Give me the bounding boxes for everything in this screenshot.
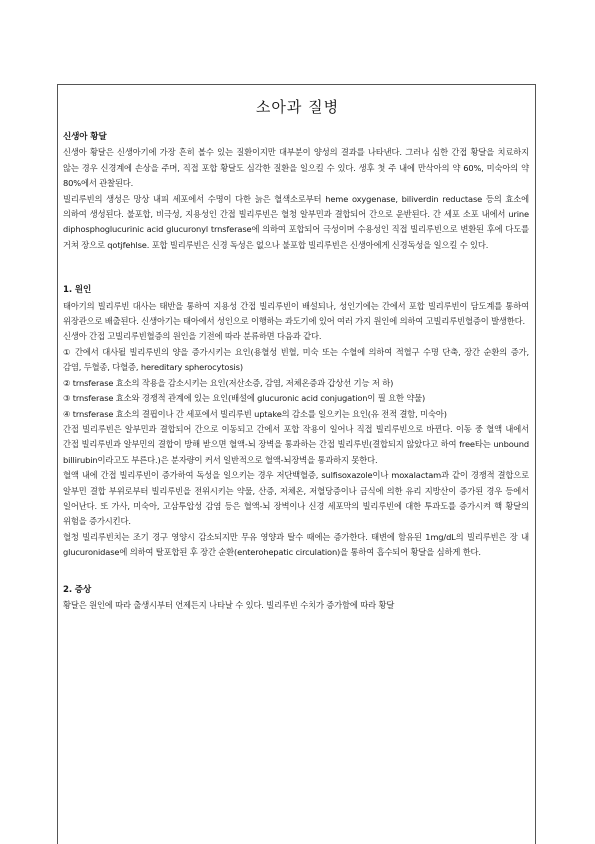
paragraph: 신생아 간접 고빌리루빈혈증의 원인을 기전에 따라 분류하면 다음과 같다.	[63, 331, 322, 342]
paragraph: 황달은 원인에 따라 출생시부터 언제든지 나타날 수 있다. 빌리루빈 수치가 증가함에 따라 황달	[63, 599, 395, 610]
list-item: ④ trnsferase 효소의 결핍이나 간 세포에서 빌리루빈 uptake의 감소를 일으키는 요인(유 전적 결함, 미숙아)	[63, 408, 447, 419]
paragraph: 혈액 내에 간접 빌리루빈이 증가하여 독성을 일으키는 경우 저단백혈증, sulfisoxazole이나 moxalactam과 같이 경쟁적 결합으로 알부민 결합 부위로부터 빌리루빈을 전위시키는 약물, 산증, 저체온, 저혈당증이나 금식에 의한 유리 지방산이 증가된 경우 등에서 일어난다. 또 가사, 미숙아, 고삼투압성 감염 등은 혈액-뇌 장벽이나 신경 세포막의 빌리루빈에 대한 투과도를 증가시켜 핵 황달의 위험을 증가시킨다.	[63, 470, 529, 527]
paragraph: 혈청 빌리루빈치는 조기 경구 영양시 감소되지만 무유 영양과 탈수 때에는 증가한다. 태변에 함유된 1mg/dL의 빌리루빈은 장 내 glucuronidase에 의하여 탈포합된 후 장간 순환(enterohepatic circulation)을 통하여 흡수되어 황달을 심하게 한다.	[63, 531, 529, 558]
paragraph: 신생아 황달은 신생아기에 가장 흔히 볼수 있는 질환이지만 대부분이 양성의 결과를 나타낸다. 그러나 심한 간접 황달을 치료하지 않는 경우 신경계에 손상을 주며, 직접 포합 황달도 심각한 질환을 일으킬 수 있다. 생후 첫 주 내에 만삭아의 약 60%, 미숙아의 약 80%에서 관찰된다.	[63, 147, 529, 189]
section-heading-neonatal-jaundice: 신생아 황달	[63, 132, 107, 142]
document-body	[63, 120, 529, 613]
paragraph: 태아기의 빌리루빈 대사는 태반을 통하여 지용성 간접 빌리루빈이 배설되나, 성인기에는 간에서 포합 빌리루빈이 담도계를 통하여 위장관으로 배출된다. 신생아기는 태아에서 성인으로 이행하는 과도기에 있어 여러 가지 원인에 의하여 고빌리루빈혈증이 발생한다.	[63, 300, 529, 327]
paragraph: 간접 빌리루빈은 알부민과 결합되어 간으로 이동되고 간에서 포합 작용이 일어나 직접 빌리루빈으로 바뀐다. 이동 중 혈액 내에서 간접 빌리루빈과 알부민의 결합이 방해 받으면 혈액-뇌 장벽을 통과하는 간접 빌리루빈(결합되지 않았다고 하여 free타는 unbound billirubin이라고도 부른다.)은 분자량이 커서 일반적으로 혈액-뇌장벽을 통과하지 못한다.	[63, 423, 529, 465]
list-item: ② trnsferase 효소의 작용을 감소시키는 요인(저산소증, 감염, 저체온증과 갑상선 기능 저 하)	[63, 377, 394, 388]
paragraph: 빌리루빈의 생성은 망상 내피 세포에서 수명이 다한 늙은 혈색소로부터 heme oxygenase, biliverdin reductase 등의 효소에 의하여 생성된다. 불포합, 비극성, 지용성인 간접 빌리루빈은 혈청 알부민과 결합되어 간으로 운반된다. 간 세포 소포 내에서 urine diphosphoglucurinic acid glucuronyl trnsferase에 의하여 포합되어 극성이며 수용성인 직접 빌리루빈으로 변환된 후에 다도를 거쳐 장으로 qotjfehlse. 포합 빌리루빈은 신경 독성은 없으나 불포합 빌리루빈은 신생아에게 신경독성을 일으킬 수 있다.	[63, 193, 529, 250]
page-title: 소아과 질병	[255, 98, 340, 116]
section-heading-symptom: 2. 증상	[63, 584, 92, 595]
list-item: ③ trnsferase 효소와 경쟁적 관계에 있는 요인(배설에 glucuronic acid conjugation이 필 요한 약물)	[63, 393, 426, 404]
list-item: ① 간에서 대사될 빌리루빈의 양을 증가시키는 요인(용혈성 빈혈, 미숙 또는 수혈에 의하여 적혈구 수명 단축, 장간 순환의 증가, 감염, 두혈종, 다혈증, hereditary spherocytosis)	[63, 346, 529, 373]
section-heading-cause: 1. 원인	[63, 285, 92, 296]
